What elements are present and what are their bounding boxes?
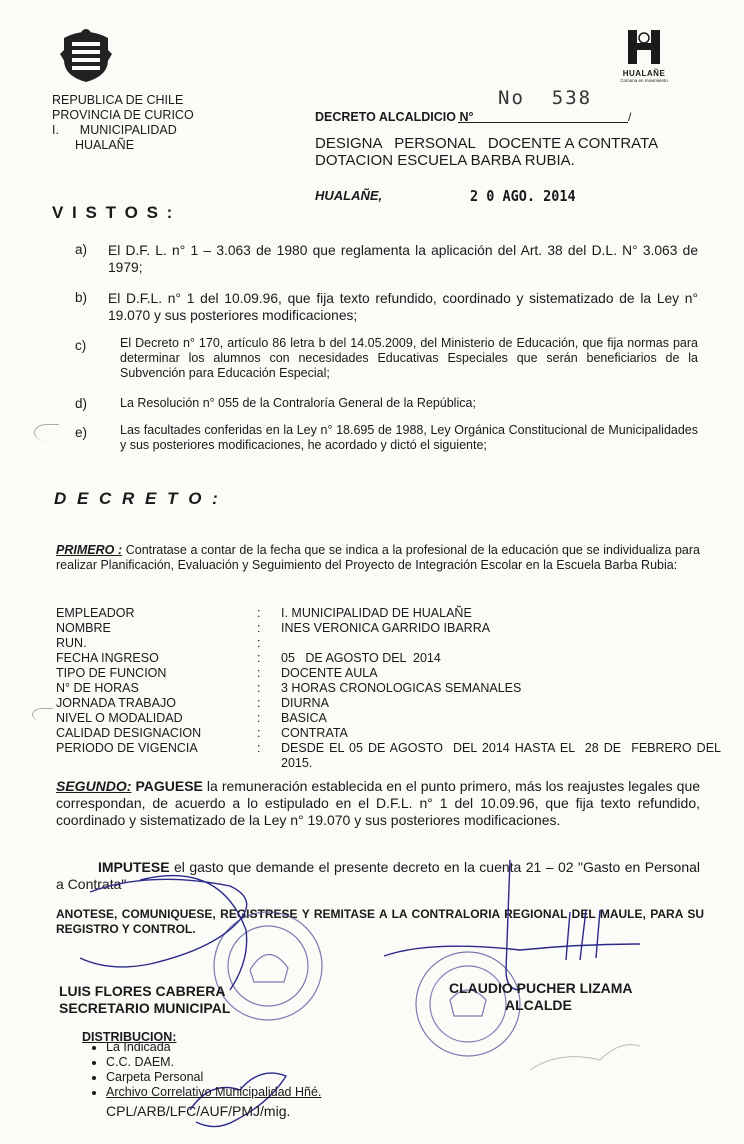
field-colon: : (257, 636, 261, 650)
distribucion-item: • La Indicada (106, 1040, 321, 1055)
distribucion-initials: CPL/ARB/LFC/AUF/PMJ/mig. (106, 1103, 291, 1119)
hualane-h-icon (624, 28, 664, 64)
decree-slash: / (628, 110, 632, 124)
field-label-fecha-ingreso: FECHA INGRESO (56, 651, 159, 665)
field-colon: : (257, 726, 261, 740)
vistos-heading: V I S T O S : (52, 203, 175, 222)
field-colon: : (257, 606, 261, 620)
decree-number-underline (458, 122, 628, 123)
primero-text: Contratase a contar de la fecha que se indica a la profesional de la educación que se individualiza para realizar Planificación, Evaluación y Seguimiento del Proyecto de Integración Escolar en la Escuela Barba Rubia: (56, 543, 700, 572)
field-label-vigencia: PERIODO DE VIGENCIA (56, 741, 198, 755)
vistos-item-e: Las facultades conferidas en la Ley n° 18.695 de 1988, Ley Orgánica Constitucional de Municipalidades y sus posteriores modificaciones, he acordado y dictó el siguiente; (120, 423, 698, 452)
vistos-letter-c: c) (75, 338, 87, 353)
header-hualane: HUALAÑE (75, 138, 135, 152)
field-value-nivel: BASICA (281, 711, 327, 725)
distribucion-item: • Archivo Correlativo Municipalidad Hñé. (106, 1085, 321, 1100)
field-value-fecha-ingreso: 05 DE AGOSTO DEL 2014 (281, 651, 441, 665)
field-label-calidad: CALIDAD DESIGNACION (56, 726, 202, 740)
field-value-horas: 3 HORAS CRONOLOGICAS SEMANALES (281, 681, 522, 695)
field-colon: : (257, 666, 261, 680)
vistos-letter-d: d) (75, 396, 88, 411)
field-value-tipo-funcion: DOCENTE AULA (281, 666, 378, 680)
decree-title-line2: DOTACION ESCUELA BARBA RUBIA. (315, 152, 575, 169)
anotese-paragraph: ANOTESE, COMUNIQUESE, REGISTRESE Y REMITASE A LA CONTRALORIA REGIONAL DEL MAULE, PARA SU REGISTRO Y CONTROL. (56, 907, 704, 936)
field-label-run: RUN. (56, 636, 87, 650)
field-label-horas: N° DE HORAS (56, 681, 139, 695)
imputese-text: el gasto que demande el presente decreto en la cuenta 21 – 02 "Gasto en Personal a Contrata" (56, 859, 700, 892)
decreto-heading: D E C R E T O : (54, 489, 221, 508)
primero-paragraph (56, 543, 700, 573)
field-label-jornada: JORNADA TRABAJO (56, 696, 176, 710)
field-label-tipo-funcion: TIPO DE FUNCION (56, 666, 167, 680)
field-value-nombre: INES VERONICA GARRIDO IBARRA (281, 621, 491, 635)
field-value-vigencia: DESDE EL 05 DE AGOSTO DEL 2014 HASTA EL 28 DE FEBRERO DEL 2015. (281, 741, 725, 770)
header-municipalidad: I. MUNICIPALIDAD (52, 123, 177, 137)
header-republica: REPUBLICA DE CHILE (52, 93, 184, 107)
vistos-item-c: El Decreto n° 170, artículo 86 letra b del 14.05.2009, del Ministerio de Educación, que fija normas para determinar los alumnos con necesidades Educativas Especiales que serán beneficiarios de la Subvención para Educación Especial; (120, 336, 698, 380)
mayor-name: CLAUDIO PUCHER LIZAMA (449, 980, 633, 996)
vistos-letter-e: e) (75, 425, 88, 440)
segundo-paragraph (56, 778, 700, 829)
imputese-keyword: IMPUTESE (98, 859, 170, 875)
field-colon: : (257, 621, 261, 635)
mayor-title: ALCALDE (505, 997, 572, 1013)
place-label: HUALAÑE, (315, 188, 383, 203)
primero-label: PRIMERO : (56, 543, 123, 557)
coat-of-arms-logo (58, 24, 114, 84)
secretary-signature (80, 876, 247, 990)
segundo-label: SEGUNDO: (56, 778, 132, 794)
secretary-title: SECRETARIO MUNICIPAL (59, 1000, 231, 1016)
brand-tagline: Comuna en movimiento (620, 78, 668, 83)
distribucion-item: • Carpeta Personal (106, 1070, 321, 1085)
vistos-item-b: El D.F.L. n° 1 del 10.09.96, que fija texto refundido, coordinado y sistematizado de la Ley n° 19.070 y sus posteriores modificaciones; (108, 291, 698, 323)
pencil-mark (530, 1045, 640, 1070)
field-label-empleador: EMPLEADOR (56, 606, 135, 620)
vistos-letter-b: b) (75, 290, 88, 305)
segundo-keyword: PAGUESE (135, 778, 203, 794)
decree-number: No 538 (498, 87, 593, 109)
secretary-name: LUIS FLORES CABRERA (59, 983, 226, 999)
segundo-text: la remuneración establecida en el punto primero, más los reajustes legales que correspondan, de acuerdo a lo estipulado en el D.F.L. n° 1 del 10.09.96, que fija texto refundido, coordinado y sistematizado de la Ley n° 19.070 y sus posteriores modificaciones. (56, 778, 701, 828)
field-label-nivel: NIVEL O MODALIDAD (56, 711, 183, 725)
distribucion-item: • C.C. DAEM. (106, 1055, 321, 1070)
distribucion-list (62, 1040, 321, 1100)
field-label-nombre: NOMBRE (56, 621, 111, 635)
brand-name: HUALAÑE (622, 69, 666, 78)
distribucion-heading: DISTRIBUCION: (82, 1030, 177, 1044)
field-value-jornada: DIURNA (281, 696, 329, 710)
mayor-signature (384, 860, 640, 990)
vistos-letter-a: a) (75, 242, 88, 257)
vistos-item-a: El D.F. L. n° 1 – 3.063 de 1980 que reglamenta la aplicación del Art. 38 del D.L. N° 3.063 de 1979; (108, 243, 698, 275)
field-value-calidad: CONTRATA (281, 726, 348, 740)
punch-mark (34, 424, 59, 441)
field-value-empleador: I. MUNICIPALIDAD DE HUALAÑE (281, 606, 472, 620)
decree-label: DECRETO ALCALDICIO N° (315, 110, 474, 124)
field-colon: : (257, 696, 261, 710)
date-stamp: 2 0 AGO. 2014 (470, 187, 576, 205)
header-provincia: PROVINCIA DE CURICO (52, 108, 194, 122)
field-colon: : (257, 741, 261, 755)
field-colon: : (257, 681, 261, 695)
field-colon: : (257, 651, 261, 665)
vistos-item-d: La Resolución n° 055 de la Contraloría General de la República; (120, 396, 476, 410)
decree-title-line1: DESIGNA PERSONAL DOCENTE A CONTRATA (315, 135, 659, 152)
hualane-brand-logo (612, 28, 676, 82)
employee-fields (0, 606, 744, 770)
field-colon: : (257, 711, 261, 725)
